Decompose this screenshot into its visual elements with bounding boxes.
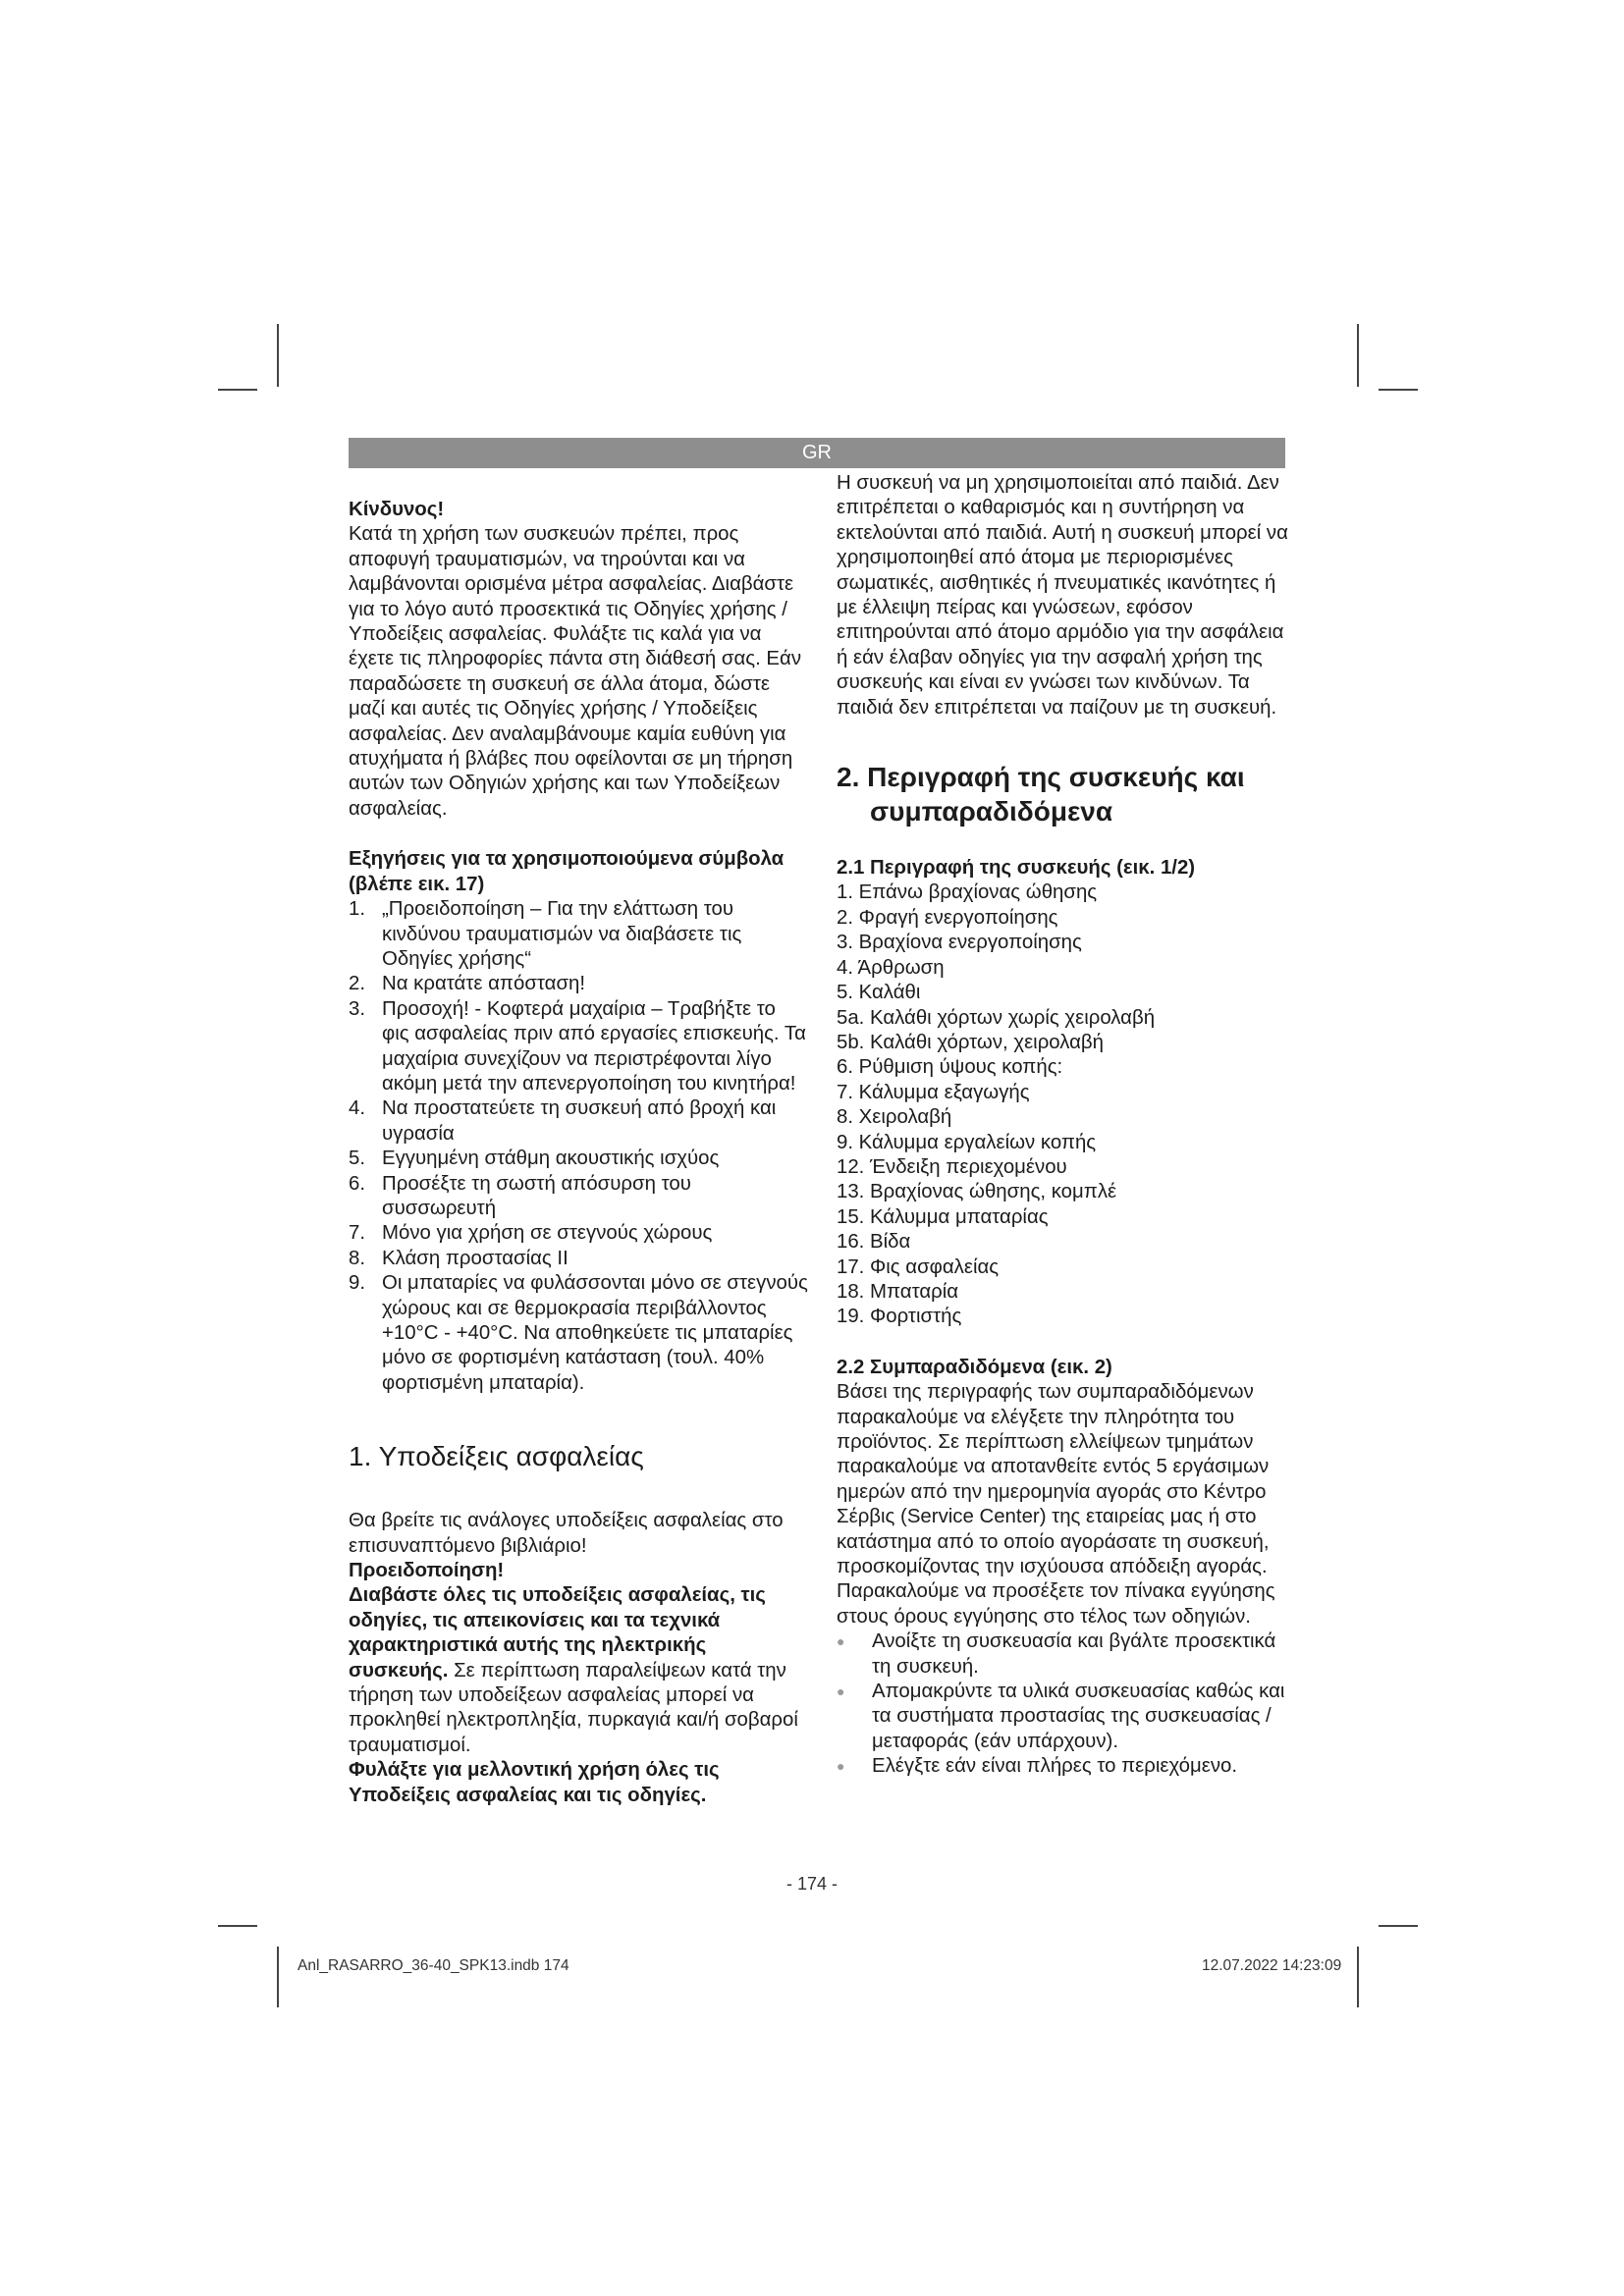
list-item: 12. Ένδειξη περιεχομένου <box>837 1155 1067 1178</box>
symbols-heading: Εξηγήσεις για τα χρησιμοποιούμενα σύμβολα (βλέπε εικ. 17) <box>349 848 785 895</box>
keep-instructions: Φυλάξτε για μελλοντική χρήση όλες τις Υποδείξεις ασφαλείας και τις οδηγίες. <box>349 1759 720 1806</box>
list-item: 4. Άρθρωση <box>837 956 945 979</box>
list-item: 1. „Προειδοποίηση – Για την ελάττωση του κινδύνου τραυματισμών να διαβάσετε τις Οδηγίες χρήσης“ <box>349 898 742 970</box>
crop-mark <box>218 389 257 391</box>
bullet-icon: ● <box>837 1683 845 1700</box>
children-paragraph: Η συσκευή να μη χρησιμοποιείται από παιδιά. Δεν επιτρέπεται ο καθαρισμός και η συντήρηση να εκτελούνται από παιδιά. Αυτή η συσκευή μπορεί να χρησιμοποιηθεί από άτομα με περιορισμένες σωματικές, αισθητικές ή πνευματικές ικανότητες ή με έλλειψη πείρας και γνώσεων, εφόσον επιτηρούνται από άτομο αρμόδιο για την ασφάλεια ή εάν έλαβαν οδηγίες για την ασφαλή χρήση της συσκευής και είναι εν γνώσει των κινδύνων. Τα παιδιά δεν επιτρέπεται να παίζουν με τη συσκευή. <box>837 472 1288 719</box>
page-number: - 174 - <box>785 1874 839 1894</box>
warning-heading: Προειδοποίηση! <box>349 1560 505 1582</box>
bullet-icon: ● <box>837 1758 845 1775</box>
danger-paragraph: Κατά τη χρήση των συσκευών πρέπει, προς αποφυγή τραυματισμών, να τηρούνται και να λαμβάνονται ορισμένα μέτρα ασφαλείας. Διαβάστε για το λόγο αυτό προσεκτικά τις Οδηγίες χρήσης / Υποδείξεις ασφαλείας. Φυλάξτε τις καλά για να έχετε τις πληροφορίες πάντα στη διάθεσή σας. Εάν παραδώσετε τη συσκευή σε άλλα άτομα, δώστε μαζί και αυτές τις Οδηγίες χρήσης / Υποδείξεις ασφαλείας. Δεν αναλαμβάνουμε καμία ευθύνη για ατυχήματα ή βλάβες που οφείλονται σε μη τήρηση αυτών των Οδηγιών χρήσης και των Υποδείξεων ασφαλείας. <box>349 523 802 820</box>
crop-mark <box>1357 324 1359 387</box>
section-2-1-heading: 2.1 Περιγραφή της συσκευής (εικ. 1/2) <box>837 857 1196 880</box>
list-item: ● Ανοίξτε τη συσκευασία και βγάλτε προσεκτικά τη συσκευή. <box>837 1629 1293 1680</box>
footer-timestamp: 12.07.2022 14:23:09 <box>1202 1957 1342 1974</box>
list-item: 2. Φραγή ενεργοποίησης <box>837 906 1058 929</box>
list-item: 2. Να κρατάτε απόσταση! <box>349 973 586 995</box>
list-item: 7. Κάλυμμα εξαγωγής <box>837 1081 1030 1103</box>
language-header: GR <box>349 438 1285 468</box>
section-1-paragraph: Θα βρείτε τις ανάλογες υποδείξεις ασφαλείας στο επισυναπτόμενο βιβλιάριο! <box>349 1510 784 1557</box>
list-item: 13. Βραχίονας ώθησης, κομπλέ <box>837 1181 1117 1203</box>
list-item: 16. Βίδα <box>837 1231 911 1254</box>
crop-mark <box>1379 1925 1418 1927</box>
bullet-list <box>837 1629 1293 1779</box>
list-item: 3. Βραχίονα ενεργοποίησης <box>837 932 1082 954</box>
list-item: ● Ελέγξτε εάν είναι πλήρες το περιεχόμενο. <box>837 1754 1293 1779</box>
list-item: 15. Κάλυμμα μπαταρίας <box>837 1205 1049 1228</box>
list-item: 1. Επάνω βραχίονας ώθησης <box>837 881 1098 904</box>
list-item: 18. Μπαταρία <box>837 1280 959 1303</box>
list-item: 8. Χειρολαβή <box>837 1106 952 1129</box>
right-column <box>837 471 1293 1780</box>
list-item: 5. Καλάθι <box>837 982 921 1004</box>
section-2-2-paragraph: Βάσει της περιγραφής των συμπαραδιδόμενων παρακαλούμε να ελέγξετε την πληρότητα του προϊόντος. Σε περίπτωση ελλείψεων τμημάτων παρακαλούμε να αποτανθείτε εντός 5 εργάσιμων ημερών από την ημερομηνία αγοράς στο Κέντρο Σέρβις (Service Center) της εταιρείας μας ή στο κατάστημα από το οποίο αγοράσατε τη συσκευή, προσκομίζοντας την ισχύουσα απόδειξη αγοράς. Παρακαλούμε να προσέξετε τον πίνακα εγγύησης στους όρους εγγύησης στο τέλος των οδηγιών. <box>837 1381 1275 1628</box>
warning-paragraph: Διαβάστε όλες τις υποδείξεις ασφαλείας, τις οδηγίες, τις απεικονίσεις και τα τεχνικά χαρακτηριστικά αυτής της ηλεκτρικής συσκευής. Σε περίπτωση παραλείψεων κατά την τήρηση των υποδείξεων ασφαλείας μπορεί να προκληθεί ηλεκτροπληξία, πυρκαγιά και/ή σοβαροί τραυματισμοί. <box>349 1584 798 1756</box>
section-1-title: 1. Υποδείξεις ασφαλείας <box>349 1441 644 1472</box>
left-column <box>349 498 808 1808</box>
parts-list <box>837 881 1293 1329</box>
section-2-title: 2. Περιγραφή της συσκευής και συμπαραδιδόμενα <box>837 762 1245 828</box>
list-item: 5. Εγγυημένη στάθμη ακουστικής ισχύος <box>349 1148 720 1170</box>
list-item: 5b. Καλάθι χόρτων, χειρολαβή <box>837 1031 1104 1053</box>
list-item: 7. Μόνο για χρήση σε στεγνούς χώρους <box>349 1222 713 1245</box>
list-item: 9. Οι μπαταρίες να φυλάσσονται μόνο σε στεγνούς χώρους και σε θερμοκρασία περιβάλλοντος +10°C - +40°C. Να αποθηκεύετε τις μπαταρίες μόνο σε φορτισμένη κατάσταση (τουλ. 40% φορτισμένη μπαταρία). <box>349 1272 808 1394</box>
crop-mark <box>277 1947 279 2007</box>
list-item: 5a. Καλάθι χόρτων χωρίς χειρολαβή <box>837 1006 1156 1029</box>
footer-file-name: Anl_RASARRO_36-40_SPK13.indb 174 <box>298 1957 569 1974</box>
bullet-icon: ● <box>837 1633 845 1650</box>
list-item: 9. Κάλυμμα εργαλείων κοπής <box>837 1131 1097 1153</box>
section-2-2-heading: 2.2 Συμπαραδιδόμενα (εικ. 2) <box>837 1356 1112 1378</box>
crop-mark <box>1379 389 1418 391</box>
danger-heading: Κίνδυνος! <box>349 499 445 520</box>
list-item: 6. Προσέξτε τη σωστή απόσυρση του συσσωρευτή <box>349 1172 691 1219</box>
list-item: 6. Ρύθμιση ύψους κοπής: <box>837 1056 1063 1079</box>
list-item: 17. Φις ασφαλείας <box>837 1255 1000 1278</box>
list-item: 19. Φορτιστής <box>837 1306 962 1328</box>
crop-mark <box>277 324 279 387</box>
crop-mark <box>218 1925 257 1927</box>
crop-mark <box>1357 1947 1359 2007</box>
symbols-list <box>349 897 808 1396</box>
list-item: 4. Να προστατεύετε τη συσκευή από βροχή και υγρασία <box>349 1097 777 1145</box>
list-item: 3. Προσοχή! - Κοφτερά μαχαίρια – Τραβήξτε το φις ασφαλείας πριν από εργασίες επισκευής. Τα μαχαίρια συνεχίζουν να περιστρέφονται λίγο ακόμη μετά την απενεργοποίηση του κινητήρα! <box>349 997 806 1095</box>
list-item: 8. Κλάση προστασίας II <box>349 1247 568 1269</box>
list-item: ● Απομακρύντε τα υλικά συσκευασίας καθώς και τα συστήματα προστασίας της συσκευασίας / μεταφοράς (εάν υπάρχουν). <box>837 1680 1293 1754</box>
